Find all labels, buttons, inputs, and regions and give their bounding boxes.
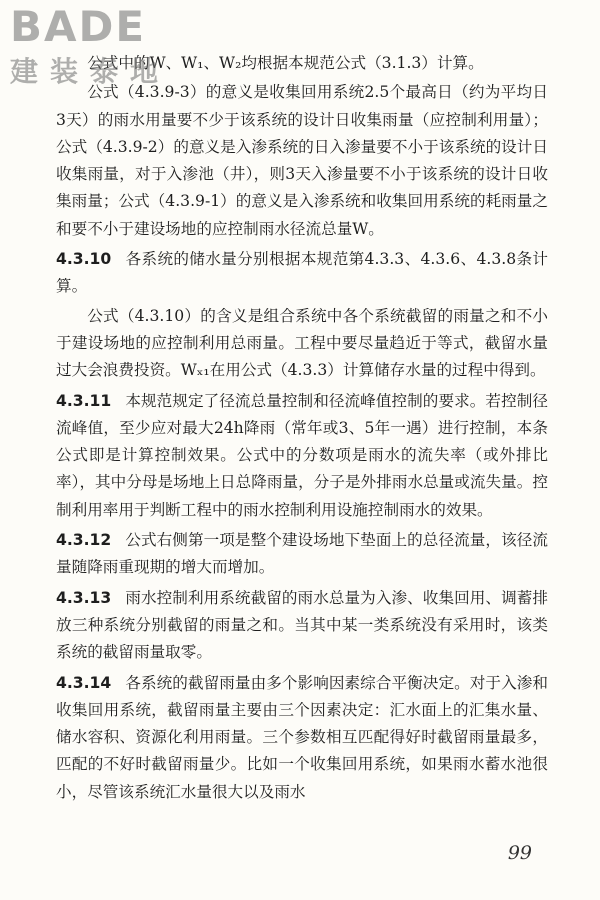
clause-number: 4.3.13 xyxy=(56,588,112,607)
paragraph-text: 公式右侧第一项是整个建设场地下垫面上的总径流量，该径流量随降雨重现期的增大而增加。 xyxy=(56,531,548,577)
page-number: 99 xyxy=(507,842,532,864)
paragraph-text: 公式（4.3.10）的含义是组合系统中各个系统截留的雨量之和不小于建设场地的应控制利用总雨量。工程中要尽量趋近于等式，截留水量过大会浪费投资。Wₓ₁在用公式（4.3.3）计算储存水量的过程中得到。 xyxy=(56,306,548,380)
logo-wordmark: BADE xyxy=(10,2,147,51)
paragraph xyxy=(56,50,548,77)
paragraph-text: 各系统的储水量分别根据本规范第4.3.3、4.3.6、4.3.8条计算。 xyxy=(56,250,548,296)
paragraph-text: 各系统的截留雨量由多个影响因素综合平衡决定。对于入渗和收集回用系统，截留雨量主要由三个因素决定：汇水面上的汇集水量、储水容积、资源化利用雨量。三个参数相互匹配得好时截留雨量最多，匹配的不好时截留雨量少。比如一个收集回用系统，如果雨水蓄水池很小，尽管该系统汇水量很大以及雨水 xyxy=(56,673,548,801)
page-body xyxy=(56,50,548,808)
clause-number: 4.3.11 xyxy=(56,391,112,410)
clause-number: 4.3.12 xyxy=(56,531,112,550)
logo-chinese-name: 建装泰地 xyxy=(10,55,171,88)
clause-4-3-10 xyxy=(56,246,548,301)
clause-4-3-14 xyxy=(56,670,548,806)
paragraph-text: 本规范规定了径流总量控制和径流峰值控制的要求。若控制径流峰值，至少应对最大24h降雨（常年或3、5年一遇）进行控制，本条公式即是计算控制效果。公式中的分数项是雨水的流失率（或外排比率），其中分母是场地上日总降雨量，分子是外排雨水总量或流失量。控制利用率用于判断工程中的雨水控制利用设施控制雨水的效果。 xyxy=(56,391,548,519)
paragraph xyxy=(56,79,548,243)
paragraph-text: 公式（4.3.9-3）的意义是收集回用系统2.5个最高日（约为平均日3天）的雨水用量要不少于该系统的设计日收集雨量（应控制利用量）；公式（4.3.9-2）的意义是入渗系统的日入渗量要不小于该系统的设计日收集雨量，对于入渗池（井），则3天入渗量要不小于该系统的设计日收集雨量；公式（4.3.9-1）的意义是入渗系统和收集回用系统的耗雨量之和要不小于建设场地的应控制雨水径流总量W。 xyxy=(56,83,548,238)
clause-4-3-12 xyxy=(56,527,548,582)
clause-number: 4.3.10 xyxy=(56,250,112,269)
clause-4-3-11 xyxy=(56,388,548,524)
paragraph-text: 雨水控制利用系统截留的雨水总量为入渗、收集回用、调蓄排放三种系统分别截留的雨量之和。当其中某一类系统没有采用时，该类系统的截留雨量取零。 xyxy=(56,588,548,662)
clause-4-3-13 xyxy=(56,585,548,667)
paragraph-text: 公式中的W、W₁、W₂均根据本规范公式（3.1.3）计算。 xyxy=(87,54,484,72)
paragraph xyxy=(56,303,548,385)
clause-number: 4.3.14 xyxy=(56,673,112,692)
